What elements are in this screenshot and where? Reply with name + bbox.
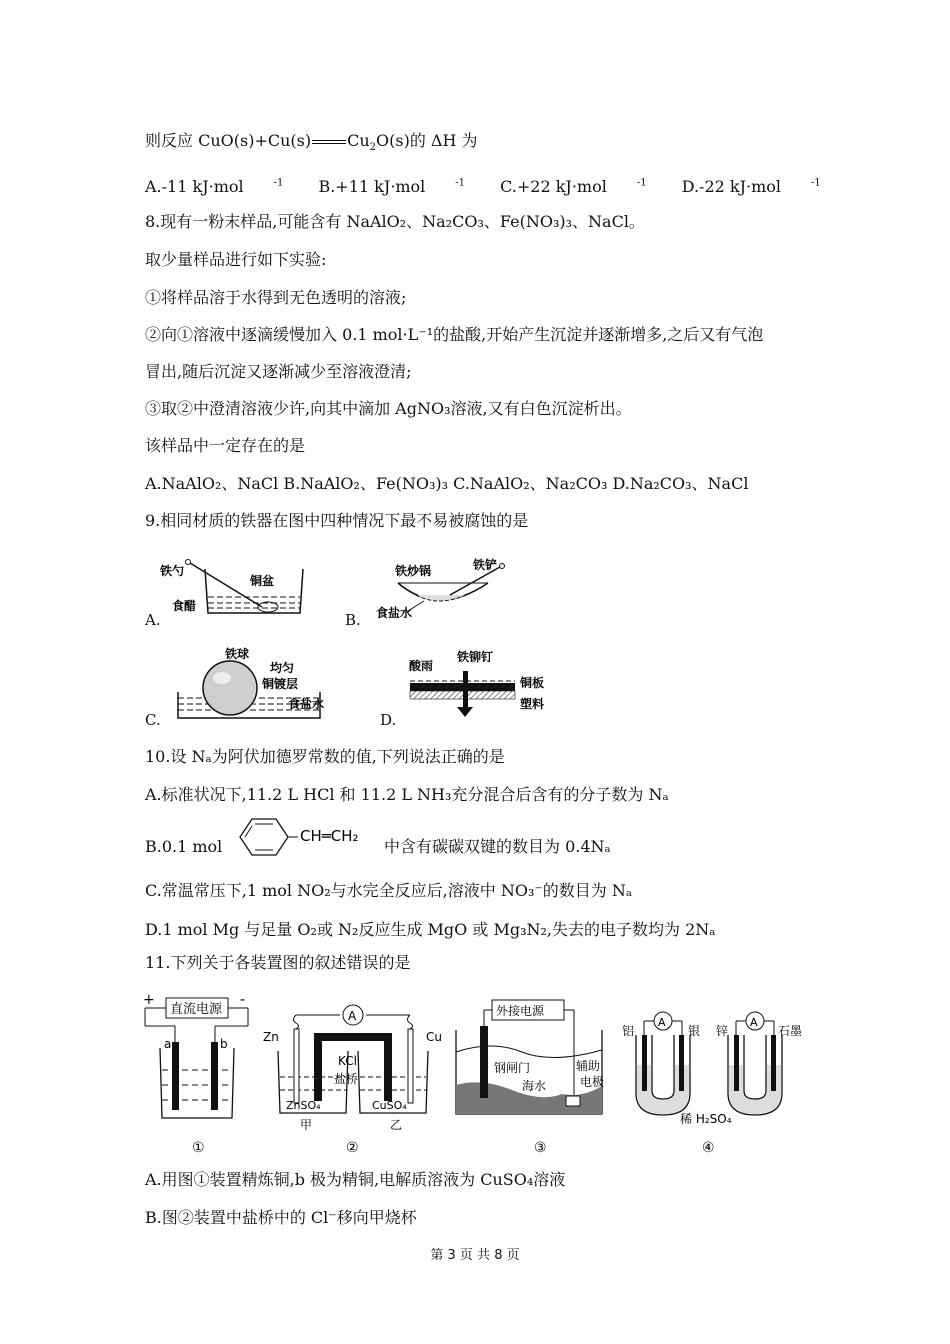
fig4-zn: 锌 [716, 1024, 729, 1038]
q9-figure-c [170, 640, 350, 725]
fig4-ammeter-1: A [658, 1016, 666, 1029]
q-prev-stem-a: 则反应 CuO(s)+Cu(s) [145, 131, 312, 150]
q8-step3: ③取②中澄清溶液少许,向其中滴加 AgNO₃溶液,又有白色沉淀析出。 [145, 399, 632, 418]
fig3-seawater: 海水 [522, 1079, 547, 1093]
fig1-plus: + [143, 992, 155, 1008]
fig-a-label-vinegar: 食醋 [172, 599, 197, 613]
fig-d-label-plastic: 塑料 [520, 697, 545, 711]
fig-b-label-saltwater: 食盐水 [376, 606, 413, 620]
fig2-yi: 乙 [390, 1118, 403, 1132]
q10-option-d: D.1 mol Mg 与足量 O₂或 N₂反应生成 MgO 或 Mg₃N₂,失去的电子数均为 2Nₐ [145, 920, 716, 939]
styrene-structure [230, 815, 380, 859]
fig1-minus: - [240, 992, 246, 1008]
q11-figure-1 [140, 990, 255, 1160]
q-prev-stem: 则反应 CuO(s)+Cu(s) $Cu_2O(s)$的 ΔH 为 [145, 131, 478, 154]
equals-sign-icon [312, 140, 346, 144]
fig1-a: a [164, 1037, 172, 1051]
styrene-vinyl-group: CH═CH₂ [300, 827, 359, 845]
q8-step1: ①将样品溶于水得到无色透明的溶液; [145, 288, 407, 307]
fig2-znso4: ZnSO₄ [286, 1099, 321, 1112]
q9-label-a: A. [145, 611, 161, 629]
q11-option-b: B.图②装置中盐桥中的 Cl⁻移向甲烧杯 [145, 1208, 417, 1227]
q10-option-b-pre: B.0.1 mol [145, 837, 223, 856]
fig4-ammeter-2: A [750, 1016, 758, 1029]
fig1-power: 直流电源 [170, 1002, 223, 1017]
fig-c-label-uniform: 均匀 [270, 661, 295, 675]
q9-label-b: B. [345, 611, 361, 629]
q-prev-option-a: A.-11 kJ·mol $^{-1}$ [145, 177, 284, 197]
fig4-al: 铝 [622, 1024, 635, 1038]
fig1-b: b [220, 1037, 228, 1051]
q9-figure-d [405, 645, 565, 725]
q11-figure-3 [452, 990, 617, 1160]
fig2-zn: Zn [263, 1030, 279, 1044]
fig2-kcl: KCl [338, 1054, 357, 1068]
fig3-electrode: 电极 [580, 1075, 605, 1089]
fig4-h2so4: 稀 H₂SO₄ [680, 1112, 732, 1126]
page-footer: 第 3 页 共 8 页 [430, 1248, 520, 1263]
fig3-gate: 钢闸门 [494, 1061, 531, 1075]
fig-d-label-copper: 铜板 [520, 676, 545, 690]
q9-label-d: D. [380, 711, 397, 729]
q8-step2b: 冒出,随后沉淀又逐渐减少至溶液澄清; [145, 362, 412, 381]
fig3-aux: 辅助 [576, 1059, 601, 1073]
q-prev-option-d: D.-22 kJ·mol $^{-1}$ [681, 177, 821, 197]
q10-option-b-post: 中含有碳碳双键的数目为 0.4Nₐ [384, 837, 611, 856]
q8-question: 该样品中一定存在的是 [145, 436, 306, 455]
fig2-ammeter: A [348, 1009, 357, 1023]
q11-stem: 11.下列关于各装置图的叙述错误的是 [145, 953, 411, 972]
q-prev-options [145, 174, 851, 197]
q-prev-option-b: B.+11 kJ·mol $^{-1}$ [318, 177, 466, 197]
q9-stem: 9.相同材质的铁器在图中四种情况下最不易被腐蚀的是 [145, 511, 529, 530]
fig4-graphite: 石墨 [778, 1024, 803, 1038]
fig1-number: ① [192, 1140, 205, 1156]
q-prev-option-c: C.+22 kJ·mol $^{-1}$ [500, 177, 647, 197]
q8-stem: 8.现有一粉末样品,可能含有 NaAlO₂、Na₂CO₃、Fe(NO₃)₃、NaCl。 [145, 212, 645, 231]
fig4-number: ④ [702, 1140, 715, 1156]
fig2-jia: 甲 [300, 1118, 313, 1132]
fig3-number: ③ [534, 1140, 547, 1156]
fig2-cu: Cu [426, 1030, 442, 1044]
fig-b-label-wok: 铁炒锅 [395, 564, 432, 578]
fig2-cuso4: CuSO₄ [372, 1099, 407, 1112]
fig-d-label-acidrain: 酸雨 [409, 659, 434, 673]
q10-option-a: A.标准状况下,11.2 L HCl 和 11.2 L NH₃充分混合后含有的分子数为 Nₐ [145, 785, 669, 804]
q-prev-stem-c: O(s)的 ΔH 为 [376, 131, 478, 150]
fig-c-label-ball: 铁球 [225, 647, 250, 661]
fig2-number: ② [346, 1140, 359, 1156]
q8-options: A.NaAlO₂、NaCl B.NaAlO₂、Fe(NO₃)₃ C.NaAlO₂、Na₂CO₃ D.Na₂CO₃、NaCl [145, 474, 749, 493]
q9-figure-b [368, 555, 518, 625]
fig-c-label-coating: 铜镀层 [262, 677, 299, 691]
q11-figure-2 [258, 995, 448, 1160]
q8-intro: 取少量样品进行如下实验: [145, 250, 327, 269]
fig-c-label-saltwater: 食盐水 [288, 697, 325, 711]
q9-label-c: C. [145, 711, 161, 729]
fig-b-label-spatula: 铁铲 [473, 558, 498, 572]
q-prev-stem-b: Cu [347, 131, 370, 150]
fig-a-label-basin: 铜盆 [250, 574, 275, 588]
fig2-saltbridge: 盐桥 [334, 1072, 359, 1086]
fig3-power: 外接电源 [496, 1004, 545, 1018]
q11-figure-4 [618, 995, 813, 1160]
q10-option-c: C.常温常压下,1 mol NO₂与水完全反应后,溶液中 NO₃⁻的数目为 Nₐ [145, 881, 633, 900]
q9-figure-a [160, 555, 310, 625]
fig-d-label-rivet: 铁铆钉 [457, 650, 494, 664]
q10-stem: 10.设 Nₐ为阿伏加德罗常数的值,下列说法正确的是 [145, 747, 505, 766]
fig-a-label-spoon: 铁勺 [160, 564, 185, 578]
q11-option-a: A.用图①装置精炼铜,b 极为精铜,电解质溶液为 CuSO₄溶液 [145, 1170, 566, 1189]
fig4-ag: 银 [688, 1024, 701, 1038]
q8-step2a: ②向①溶液中逐滴缓慢加入 0.1 mol·L⁻¹的盐酸,开始产生沉淀并逐渐增多,之后又有气泡 [145, 325, 764, 344]
